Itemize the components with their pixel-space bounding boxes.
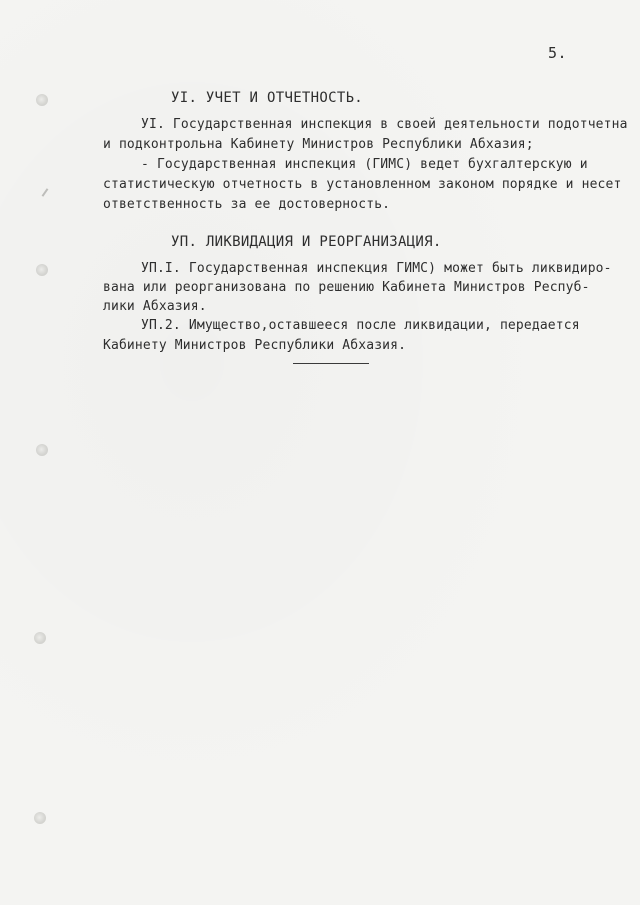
paragraph-line: ответственность за ее достоверность. [103, 197, 391, 212]
paper-speck [42, 188, 49, 197]
paragraph-line: Кабинету Министров Республики Абхазия. [103, 338, 407, 353]
punch-hole-mark [36, 94, 48, 106]
closing-rule [293, 363, 369, 364]
punch-hole-mark [36, 264, 48, 276]
paragraph-line: УI. Государственная инспекция в своей деятельности подотчетна [141, 117, 628, 132]
paragraph-line: УП.I. Государственная инспекция ГИМС) может быть ликвидиро- [141, 261, 612, 276]
paragraph-line: лики Абхазия. [103, 299, 207, 314]
punch-hole-mark [34, 632, 46, 644]
page-number: 5. [548, 44, 568, 62]
paragraph-line: - Государственная инспекция (ГИМС) ведет бухгалтерскую и [141, 157, 588, 172]
section-heading-liquidation: УП. ЛИКВИДАЦИЯ И РЕОРГАНИЗАЦИЯ. [171, 234, 442, 250]
paragraph-line: статистическую отчетность в установленном законом порядке и несет [103, 177, 622, 192]
section-heading-accounting: УI. УЧЕТ И ОТЧЕТНОСТЬ. [171, 90, 364, 106]
paragraph-line: вана или реорганизована по решению Кабинета Министров Респуб- [103, 280, 590, 295]
punch-hole-mark [34, 812, 46, 824]
punch-hole-mark [36, 444, 48, 456]
paragraph-line: УП.2. Имущество,оставшееся после ликвидации, передается [141, 318, 580, 333]
paragraph-line: и подконтрольна Кабинету Министров Республики Абхазия; [103, 137, 534, 152]
